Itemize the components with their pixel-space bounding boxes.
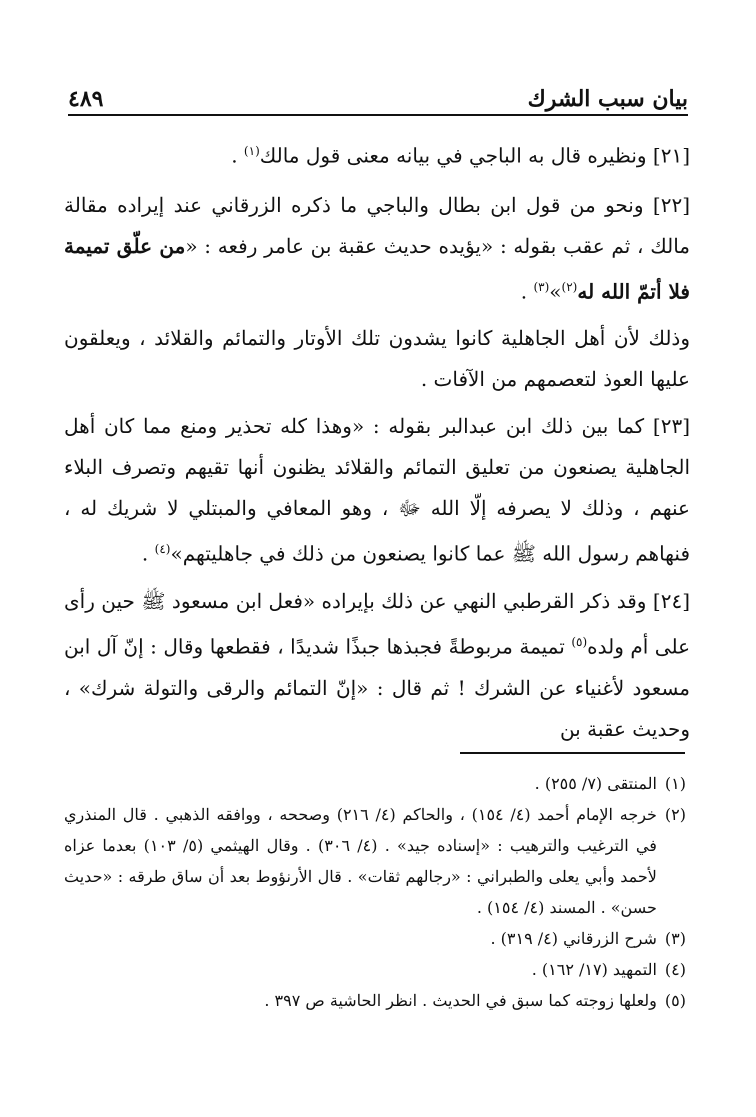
paragraph-21-end: . xyxy=(231,143,244,168)
paragraph-explanation: وذلك لأن أهل الجاهلية كانوا يشدون تلك الأوتار والتمائم والقلائد ، ويعلقون عليها العوذ لتعصمهم من الآفات . xyxy=(64,326,690,392)
footnote-number: (٥) xyxy=(664,991,686,1010)
quote-close: » xyxy=(549,279,562,304)
footnote-5 xyxy=(64,985,686,1016)
hadith-quote: من علّق تميمة فلا أتمّ الله له xyxy=(64,233,690,304)
footnote-text: التمهيد (١٧/ ١٦٢) . xyxy=(531,960,657,979)
main-text xyxy=(64,128,690,750)
footnotes xyxy=(64,768,686,1016)
paragraph-21 xyxy=(64,128,690,179)
footnote-3 xyxy=(64,923,686,954)
footnote-ref-5: (٥) xyxy=(571,634,588,649)
paragraph-21-text: [٢١] ونظيره قال به الباجي في بيانه معنى قول مالك xyxy=(259,143,690,168)
footnote-ref-4: (٤) xyxy=(154,542,171,557)
paragraph-24-text-b: تميمة مربوطةً فجبذها جبذًا شديدًا ، فقطعها وقال : إنّ آل ابن مسعود لأغنياء عن الشرك ! ثم قال : «إنّ التمائم والرقى والتولة شرك» ، وحديث عقبة بن xyxy=(64,634,690,741)
paragraph-23 xyxy=(64,406,690,575)
paragraph-22-text: [٢٢] ونحو من قول ابن بطال والباجي ما ذكره الزرقاني عند إيراده مقالة مالك ، ثم عقب بقوله : «يؤيده حديث عقبة بن عامر رفعه : « xyxy=(64,192,691,258)
paragraph-22 xyxy=(64,185,690,313)
running-title: بيان سبب الشرك xyxy=(527,86,688,112)
footnote-number: (١) xyxy=(664,774,686,793)
footnote-text: المنتقى (٧/ ٢٥٥) . xyxy=(534,774,657,793)
paragraph-22-end: . xyxy=(520,279,534,304)
footnote-2 xyxy=(64,799,686,923)
paragraph-23-end: . xyxy=(141,541,155,566)
footnote-ref-3: (٣) xyxy=(533,279,550,294)
running-header xyxy=(68,82,688,116)
footnote-text: خرجه الإمام أحمد (٤/ ١٥٤) ، والحاكم (٤/ ٢١٦) وصححه ، ووافقه الذهبي . قال المنذري في الترغيب والترهيب : «إسناده جيد» . (٤/ ٣٠٦) . وقال الهيثمي (٥/ ١٠٣) بعدما عزاه لأحمد وأبي يعلى والطبراني : «رجالهم ثقات» . قال الأرنؤوط بعد أن ساق طرقه : «حديث حسن» . المسند (٤/ ١٥٤) . xyxy=(64,805,657,917)
paragraph-24 xyxy=(64,581,690,750)
footnote-number: (٣) xyxy=(664,929,686,948)
footnote-ref-1: (١) xyxy=(243,144,260,158)
footnote-separator xyxy=(460,752,685,754)
footnote-number: (٤) xyxy=(664,960,686,979)
footnote-text: شرح الزرقاني (٤/ ٣١٩) . xyxy=(490,929,657,948)
footnote-number: (٢) xyxy=(664,805,686,824)
footnote-1 xyxy=(64,768,686,799)
paragraph-23-text: [٢٣] كما بين ذلك ابن عبدالبر بقوله : «وهذا كله تحذير ومنع مما كان أهل الجاهلية يصنعون من تعليق التمائم والقلائد يظنون أنها تقيهم وتصرف البلاء عنهم ، وذلك لا يصرفه إلّا الله ﷻ ، وهو المعافي والمبتلي لا شريك له ، فنهاهم رسول الله ﷺ عما كانوا يصنعون من ذلك في جاهليتهم» xyxy=(64,414,690,566)
footnote-4 xyxy=(64,954,686,985)
paragraph-24-text-a: [٢٤] وقد ذكر القرطبي النهي عن ذلك بإيراده «فعل ابن مسعود ﷺ حين رأى على أم ولده xyxy=(64,588,691,659)
footnote-ref-2: (٢) xyxy=(561,279,578,294)
page-number: ٤٨٩ xyxy=(68,86,104,112)
footnote-text: ولعلها زوجته كما سبق في الحديث . انظر الحاشية ص ٣٩٧ . xyxy=(264,991,657,1010)
